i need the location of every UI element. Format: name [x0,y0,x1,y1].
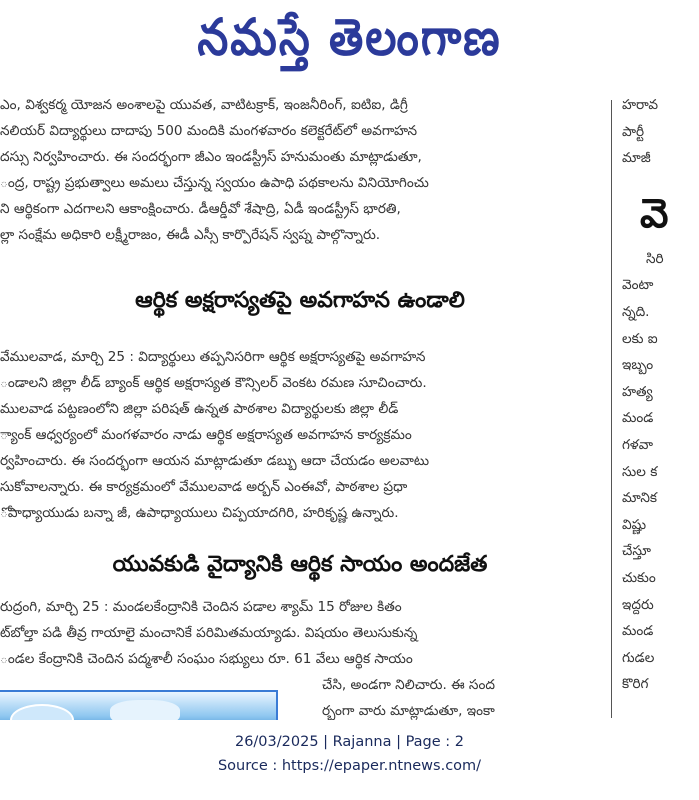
article-2-line: ండాలని జిల్లా లీడ్ బ్యాంక్ ఆర్థిక అక్షరాస్యత కౌన్సిలర్ వెంకట రమణ సూచించారు. [0,375,427,391]
article-1-line: ఎం, విశ్వకర్మ యోజన అంశాలపై యువత, వాటిటక్రాక్, ఇంజనీరింగ్, ఐటిఐ, డిగ్రీ [0,97,408,113]
column-divider [611,100,612,718]
right-column-line: హత్య [622,383,653,400]
article-1-line: దస్సు నిర్వహించారు. ఈ సందర్భంగా జీఎం ఇండస్ట్రీస్ హనుమంతు మాట్లాడుతూ, [0,149,422,165]
right-column-line: న్నది. [622,303,650,320]
footer-date-edition: 26/03/2025 | Rajanna | Page : 2 [234,734,465,750]
right-column-line: మానిక [622,490,657,507]
right-column [622,92,699,720]
article-1-line: ని ఆర్థికంగా ఎదగాలని ఆకాంక్షించారు. డీఆర్డీవో శేషాద్రి, ఏడీ ఇండస్ట్రీస్ భారతి, [0,201,401,217]
right-column-line: చుకుం [622,569,656,586]
article-3-line: ట్‌బోల్తా పడి తీవ్ర గాయాలై మంచానికే పరిమితమయ్యాడు. విషయం తెలుసుకున్న [0,625,418,641]
article-2-line: ్యాంక్ ఆధ్వర్యంలో మంగళవారం నాడు ఆర్థిక అక్షరాస్యత అవగాహన కార్యక్రమం [0,427,412,443]
right-column-line: గళవా [622,436,653,453]
right-column-line: గుడల [622,649,655,666]
right-column-line: విష్ణు [622,516,647,533]
right-column-line: ఇద్దరు [622,596,654,613]
article-2-line: ర్వహించారు. ఈ సందర్భంగా ఆయన మాట్లాడుతూ డబ్బు ఆదా చేయడం అలవాటు [0,453,430,469]
footer [0,730,699,778]
article-2-line: సుకోవాలన్నారు. ఈ కార్యక్రమంలో వేములవాడ అర్బన్ ఎంఈవో, పాఠశాల ప్రధా [0,479,408,495]
masthead-title: నమస్తే తెలంగాణ [197,8,502,67]
right-column-line: చేస్తూ [622,543,651,560]
article-2-headline: ఆర్థిక అక్షరాస్యతపై అవగాహన ఉండాలి [135,288,465,313]
right-column-line: హరావ [622,97,659,113]
article-2-line: వేములవాడ, మార్చి 25 : విద్యార్థులు తప్పనిసరిగా ఆర్థిక అక్షరాస్యతపై అవగాహన [0,349,426,365]
right-column-line: కొరిగ [622,676,649,693]
article-2-line: ములవాడ పట్టణంలోని జిల్లా పరిషత్ ఉన్నత పాఠశాల విద్యార్థులకు జిల్లా లీడ్ [0,401,399,417]
left-columns [0,92,612,720]
right-column-line: పార్టీ [622,123,645,140]
article-3-line: చేసి, అండగా నిలిచారు. ఈ సంద [322,677,495,693]
right-column-line: లకు ఐ [622,330,658,347]
article-3-photo [0,690,278,720]
right-column-line: మండ [622,623,654,640]
right-column-line: మండ [622,410,654,427]
right-column-line: మాజీ [622,150,651,167]
article-3-line: ర్భంగా వారు మాట్లాడుతూ, ఇంకా [322,703,495,719]
article-3-line: రుద్రంగి, మార్చి 25 : మండలకేంద్రానికి చెందిన పడాల శ్యామ్ 15 రోజుల కితం [0,599,402,615]
article-2-line: ోపాధ్యాయుడు బన్నా జీ, ఉపాధ్యాయులు చిప్పయాదగిరి, హరికృష్ణ ఉన్నారు. [0,505,399,521]
right-column-line: సుల క [622,463,658,480]
article-1-line: నలియర్ విద్యార్థులు దాదాపు 500 మందికి మంగళవారం కలెక్టరేట్‌లో అవగాహన [0,123,418,139]
masthead [0,0,699,88]
right-column-headline: వె [640,190,669,237]
article-3-line: ండల కేంద్రానికి చెందిన పద్మశాలీ సంఘం సభ్యులు రూ. 61 వేలు ఆర్థిక సాయం [0,651,413,667]
right-column-line: సిరి [646,250,664,267]
article-3-headline: యువకుడి వైద్యానికి ఆర్థిక సాయం అందజేత [112,552,488,577]
right-column-line: ఇబ్బం [622,357,654,374]
footer-source[interactable]: Source : https://epaper.ntnews.com/ [217,758,482,774]
article-1-line: ల్లా సంక్షేమ అధికారి లక్ష్మీరాజం, ఈడీ ఎస్సీ కార్పొరేషన్ స్వప్న పాల్గొన్నారు. [0,227,381,243]
right-column-line: వెంటా [622,277,654,294]
article-1-line: ంద్ర, రాష్ట్ర ప్రభుత్వాలు అమలు చేస్తున్న స్వయం ఉపాధి పథకాలను వినియోగించు [0,175,429,191]
